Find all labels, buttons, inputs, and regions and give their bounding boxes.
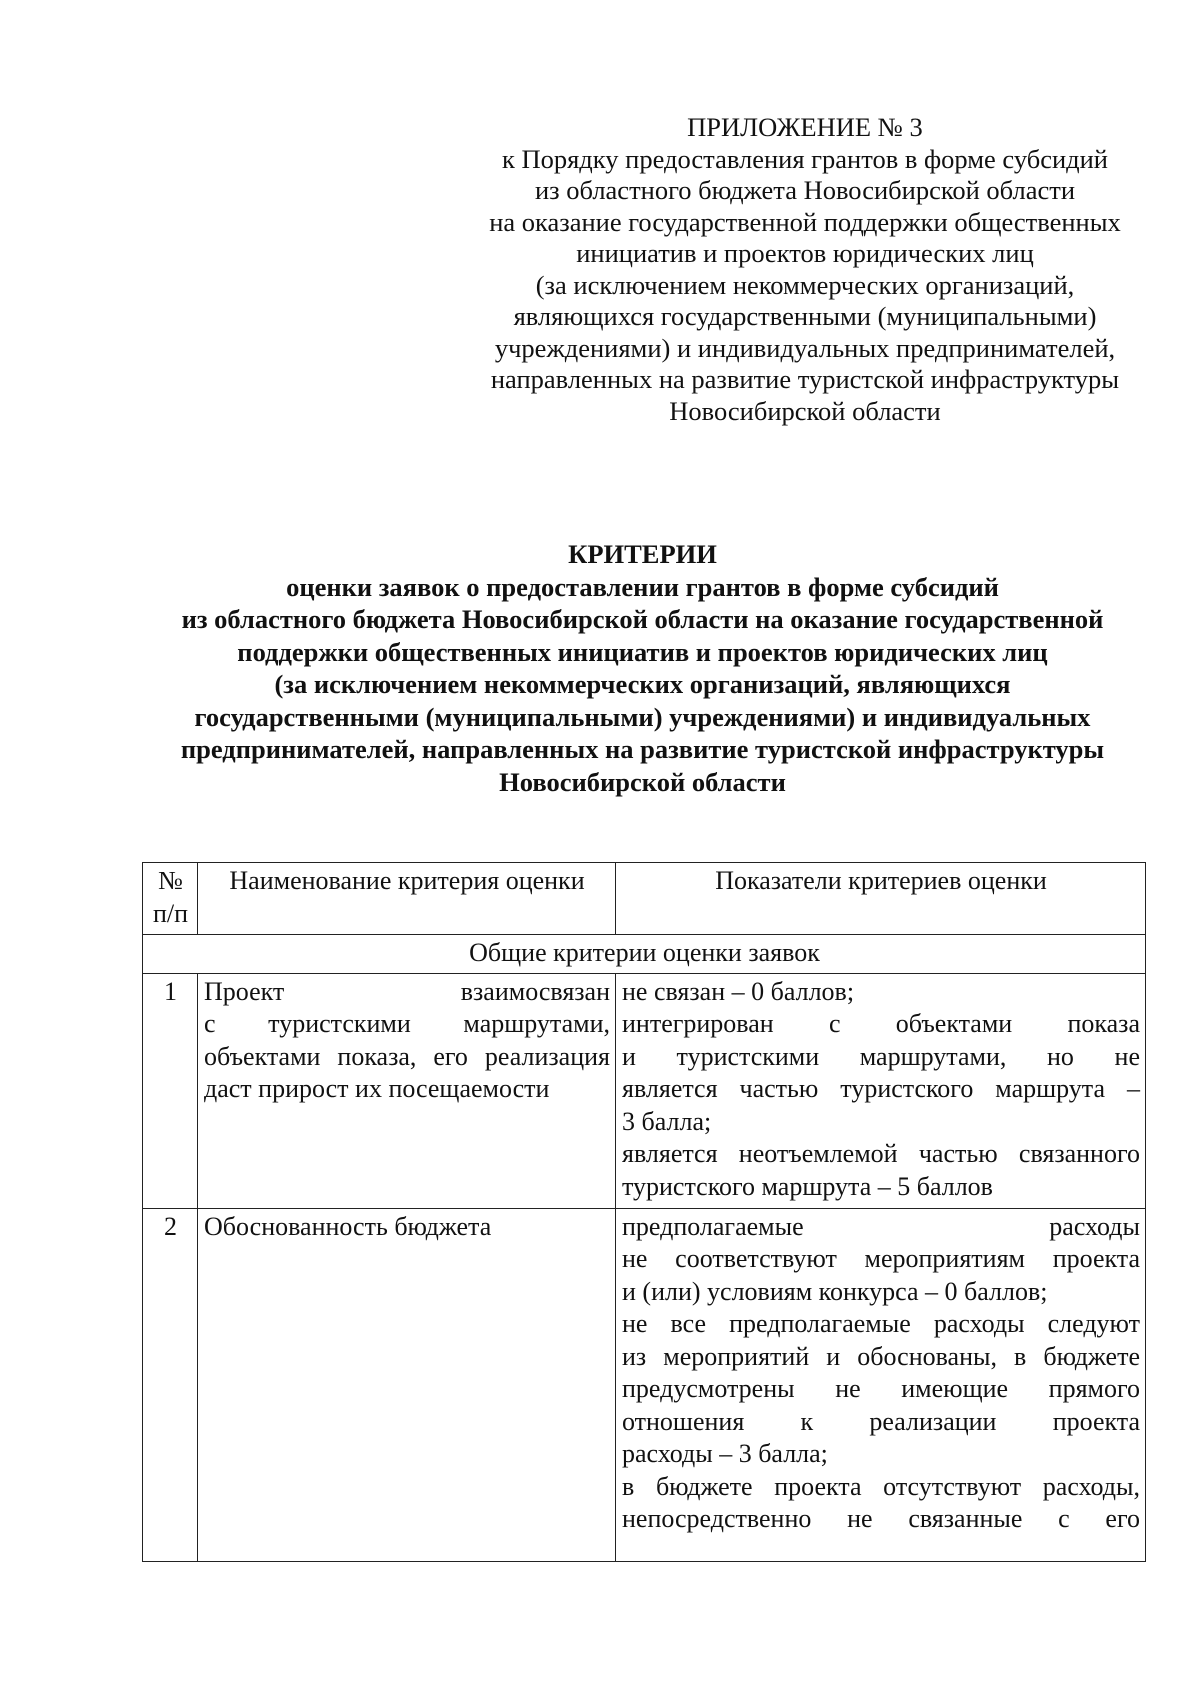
row-indicator-line: не связан – 0 баллов;: [622, 976, 855, 1006]
criteria-title-line: поддержки общественных инициатив и проектов юридических лиц: [237, 636, 1048, 667]
row-indicator-line: предусмотрены не имеющие прямого: [622, 1374, 1140, 1403]
row-indicator-line: в бюджете проекта отсутствуют расходы,: [622, 1471, 1140, 1501]
criteria-title-line: государственными (муниципальными) учреждениями) и индивидуальных: [194, 701, 1091, 732]
row-indicator-line: туристского маршрута – 5 баллов: [622, 1171, 993, 1201]
appendix-line: направленных на развитие туристской инфраструктуры: [490, 364, 1120, 394]
row-indicator-line: из мероприятий и обоснованы, в бюджете: [622, 1341, 1140, 1371]
criteria-title: [140, 538, 1145, 798]
row-indicators: [616, 973, 1146, 1208]
appendix-line: из областного бюджета Новосибирской области: [534, 175, 1076, 205]
criteria-title-line: (за исключением некоммерческих организаций, являющихся: [274, 669, 1011, 699]
row-indicator-line: не соответствуют мероприятиям проекта: [622, 1244, 1140, 1273]
appendix-line: являющихся государственными (муниципальными): [513, 301, 1097, 331]
criteria-title-line: Новосибирской области: [499, 766, 786, 797]
appendix-line: к Порядку предоставления грантов в форме субсидий: [501, 143, 1108, 174]
row-indicator-line: является неотъемлемой частью связанного: [622, 1139, 1140, 1168]
row-name-line: Проект взаимосвязан: [204, 976, 610, 1006]
table-row: [143, 973, 1146, 1208]
criteria-title-line: из областного бюджета Новосибирской области на оказание государственной: [181, 604, 1104, 634]
row-indicator-line: интегрирован с объектами показа: [622, 1009, 1140, 1038]
table-row: [143, 1208, 1146, 1561]
row-indicator-line: является частью туристского маршрута –: [622, 1074, 1140, 1103]
table-group-row: [143, 935, 1146, 974]
group-label: Общие критерии оценки заявок: [143, 935, 1146, 974]
appendix-header: [455, 112, 1155, 427]
appendix-line: учреждениями) и индивидуальных предпринимателей,: [494, 332, 1116, 363]
appendix-line: инициатив и проектов юридических лиц: [576, 238, 1034, 268]
row-indicator-line: предполагаемые расходы: [622, 1211, 1140, 1241]
criteria-title-line: оценки заявок о предоставлении грантов в форме субсидий: [286, 571, 999, 602]
appendix-line: на оказание государственной поддержки общественных: [489, 206, 1121, 237]
appendix-line: ПРИЛОЖЕНИЕ № 3: [687, 112, 923, 142]
row-name-line: объектами показа, его реализация: [204, 1041, 610, 1071]
row-indicator-line: 3 балла;: [622, 1106, 712, 1136]
row-indicator-line: и (или) условиям конкурса – 0 баллов;: [622, 1276, 1048, 1306]
row-indicator-line: расходы – 3 балла;: [622, 1439, 828, 1468]
header-name: Наименование критерия оценки: [198, 863, 616, 935]
criteria-title-line: КРИТЕРИИ: [568, 539, 717, 569]
row-indicator-line: непосредственно не связанные с его: [622, 1504, 1140, 1533]
row-indicators: [616, 1208, 1146, 1561]
row-name: [198, 1208, 616, 1561]
row-num: 2: [143, 1208, 198, 1561]
row-name-line: даст прирост их посещаемости: [204, 1074, 550, 1103]
header-num: № п/п: [143, 863, 198, 935]
row-indicator-line: не все предполагаемые расходы следуют: [622, 1309, 1140, 1338]
appendix-line: Новосибирской области: [669, 395, 941, 426]
row-indicator-line: и туристскими маршрутами, но не: [622, 1041, 1140, 1071]
row-name-line: с туристскими маршрутами,: [204, 1009, 610, 1038]
row-num: 1: [143, 973, 198, 1208]
table-header-row: [143, 863, 1146, 935]
row-name-line: Обоснованность бюджета: [204, 1211, 492, 1241]
criteria-title-line: предпринимателей, направленных на развитие туристской инфраструктуры: [180, 734, 1105, 764]
criteria-table: [142, 862, 1146, 1562]
row-name: [198, 973, 616, 1208]
row-indicator-line: отношения к реализации проекта: [622, 1406, 1140, 1436]
header-indicators: Показатели критериев оценки: [616, 863, 1146, 935]
appendix-line: (за исключением некоммерческих организаций,: [535, 269, 1075, 300]
